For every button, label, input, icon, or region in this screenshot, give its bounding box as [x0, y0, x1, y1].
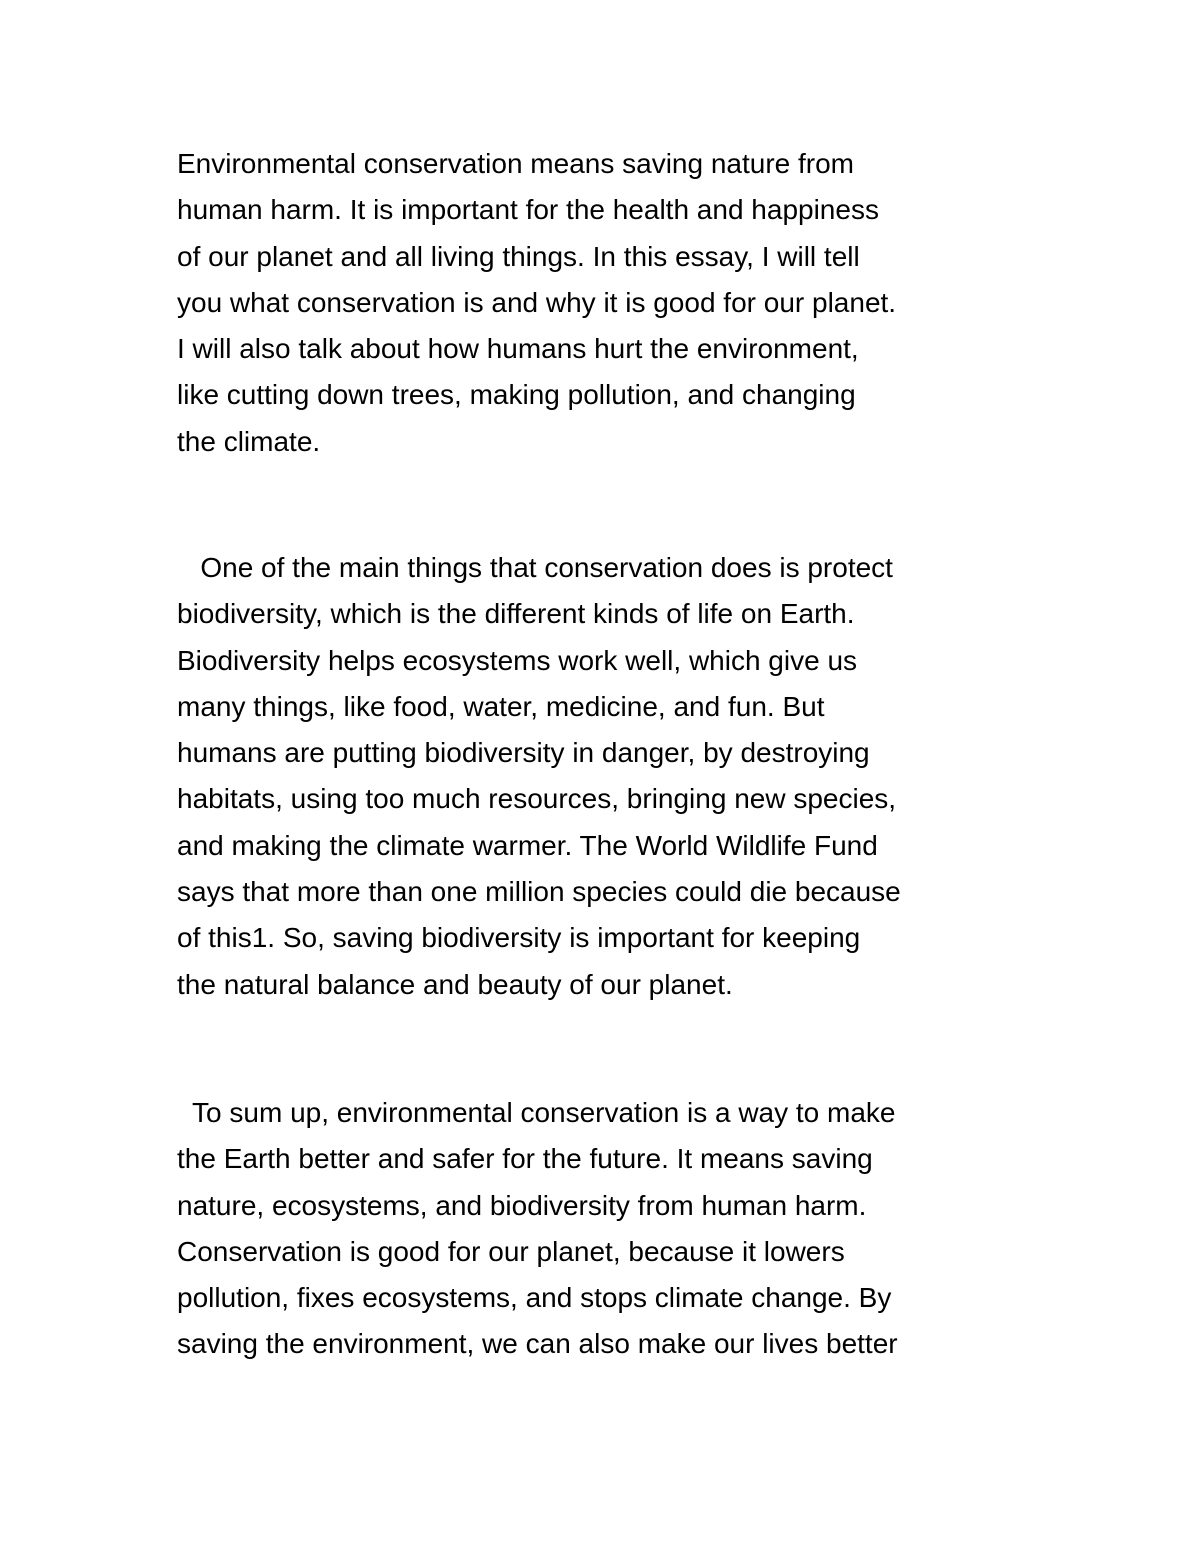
paragraph-conclusion	[177, 1090, 1047, 1368]
text-line: Biodiversity helps ecosystems work well, which give us	[177, 644, 858, 676]
text-line: To sum up, environmental conservation is a way to make	[177, 1097, 896, 1128]
text-line: Environmental conservation means saving nature from	[177, 148, 855, 179]
text-line: you what conservation is and why it is good for our planet.	[177, 286, 897, 318]
text-line: nature, ecosystems, and biodiversity from human harm.	[177, 1189, 867, 1221]
text-line: I will also talk about how humans hurt the environment,	[177, 333, 859, 365]
text-line: and making the climate warmer. The World Wildlife Fund	[177, 829, 878, 861]
text-line: Conservation is good for our planet, because it lowers	[177, 1235, 845, 1267]
text-line: saving the environment, we can also make our lives better	[177, 1328, 898, 1360]
text-line: like cutting down trees, making pollution, and changing	[177, 379, 856, 411]
text-line: says that more than one million species could die because	[177, 876, 901, 908]
text-line: pollution, fixes ecosystems, and stops climate change. By	[177, 1282, 892, 1314]
text-line: human harm. It is important for the health and happiness	[177, 194, 879, 226]
text-line: habitats, using too much resources, bringing new species,	[177, 783, 897, 815]
text-line: the Earth better and safer for the future. It means saving	[177, 1143, 873, 1175]
text-line: of this1. So, saving biodiversity is important for keeping	[177, 922, 861, 954]
paragraph-biodiversity	[177, 545, 1047, 1008]
paragraph-introduction	[177, 141, 1047, 465]
text-line: the natural balance and beauty of our planet.	[177, 968, 733, 1000]
text-line: One of the main things that conservation does is protect	[177, 552, 893, 583]
text-line: biodiversity, which is the different kinds of life on Earth.	[177, 598, 855, 630]
text-line: the climate.	[177, 425, 321, 457]
text-line: humans are putting biodiversity in danger, by destroying	[177, 737, 870, 769]
text-line: many things, like food, water, medicine, and fun. But	[177, 690, 825, 722]
text-line: of our planet and all living things. In this essay, I will tell	[177, 240, 860, 272]
